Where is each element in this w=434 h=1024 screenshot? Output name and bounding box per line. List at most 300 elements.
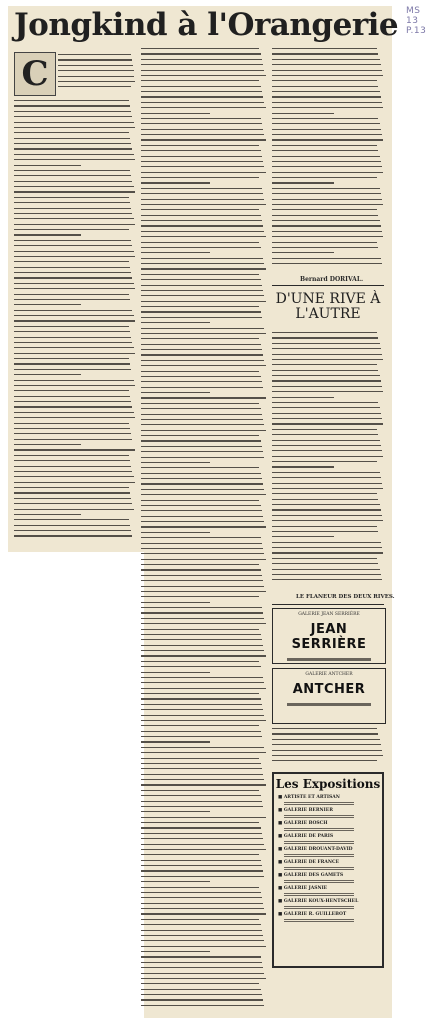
- text-line: [141, 182, 210, 183]
- second-article-heading: D'UNE RIVE À L'AUTRE: [275, 291, 381, 322]
- text-line: [141, 430, 266, 431]
- text-line: [141, 892, 261, 893]
- text-line: [272, 461, 377, 462]
- text-line: [14, 138, 130, 139]
- text-line: [272, 569, 380, 570]
- text-line: [14, 202, 130, 203]
- text-line: [14, 315, 134, 316]
- text-line: [272, 558, 377, 559]
- text-line: [272, 118, 378, 119]
- text-line: [284, 830, 354, 831]
- text-line: [272, 744, 381, 745]
- text-line: [272, 509, 381, 510]
- text-line: [141, 704, 262, 705]
- text-line: [272, 113, 334, 114]
- exposition-name: ■ GALERIE DROUANT-DAVID: [278, 847, 353, 852]
- exposition-item: [278, 860, 378, 870]
- clipping-cutout: [8, 552, 144, 1024]
- text-line: [272, 242, 377, 243]
- text-line: [272, 520, 383, 521]
- text-line: [141, 403, 259, 404]
- text-line: [141, 80, 259, 81]
- text-line: [14, 417, 135, 418]
- text-line: [141, 220, 262, 221]
- exposition-item: [278, 808, 378, 818]
- text-line: [272, 96, 381, 97]
- text-line: [272, 231, 382, 232]
- text-line: [141, 473, 261, 474]
- article-column-2: [141, 48, 267, 1016]
- text-line: [272, 252, 334, 253]
- text-line: [14, 100, 129, 101]
- text-line: [141, 231, 264, 232]
- text-line: [141, 758, 259, 759]
- text-line: [14, 423, 129, 424]
- exposition-item: [278, 795, 378, 805]
- text-line: [141, 107, 266, 108]
- text-line: [272, 225, 381, 226]
- text-line: [141, 580, 263, 581]
- text-line: [272, 107, 383, 108]
- text-line: [141, 258, 263, 259]
- text-line: [14, 347, 134, 348]
- text-line: [141, 838, 263, 839]
- text-line: [272, 440, 380, 441]
- text-line: [272, 402, 378, 403]
- text-line: [58, 54, 131, 55]
- text-line: [141, 161, 263, 162]
- text-line: [14, 353, 135, 354]
- text-line: [284, 856, 354, 857]
- text-line: [14, 428, 130, 429]
- text-line: [272, 450, 382, 451]
- text-line: [141, 70, 264, 71]
- text-line: [141, 301, 266, 302]
- text-line: [272, 397, 334, 398]
- text-line: [272, 145, 377, 146]
- text-line: [141, 139, 266, 140]
- ad-text-block: [272, 728, 384, 766]
- text-line: [14, 170, 130, 171]
- ad-subline: [287, 703, 371, 706]
- text-line: [272, 579, 382, 580]
- text-line: [14, 165, 81, 166]
- text-line: [272, 375, 380, 376]
- text-line: [141, 435, 259, 436]
- text-line: [14, 267, 130, 268]
- text-line: [272, 53, 378, 54]
- text-line: [14, 519, 129, 520]
- text-line: [284, 815, 354, 816]
- text-line: [14, 294, 129, 295]
- text-line: [141, 268, 266, 269]
- text-line: [141, 967, 263, 968]
- text-line: [14, 396, 130, 397]
- text-line: [58, 76, 134, 77]
- text-line: [14, 320, 135, 321]
- second-article-column: [272, 332, 384, 590]
- text-line: [272, 139, 383, 140]
- text-line: [14, 229, 129, 230]
- text-line: [141, 774, 263, 775]
- text-line: [14, 277, 132, 278]
- expositions-title: Les Expositions: [275, 777, 381, 791]
- text-line: [14, 439, 132, 440]
- text-line: [141, 881, 210, 882]
- text-line: [284, 854, 354, 855]
- text-line: [141, 930, 262, 931]
- text-line: [14, 369, 131, 370]
- text-line: [284, 841, 354, 842]
- text-line: [272, 70, 382, 71]
- text-line: [141, 575, 262, 576]
- text-line: [141, 113, 210, 114]
- text-line: [141, 693, 259, 694]
- text-line: [14, 224, 135, 225]
- text-line: [272, 493, 377, 494]
- text-line: [272, 86, 378, 87]
- text-line: [14, 525, 130, 526]
- text-line: [141, 489, 264, 490]
- text-line: [272, 434, 378, 435]
- text-line: [14, 234, 81, 235]
- text-line: [141, 328, 264, 329]
- text-line: [141, 500, 259, 501]
- exposition-name: ■ GALERIE DE FRANCE: [278, 860, 340, 865]
- text-line: [272, 64, 381, 65]
- text-line: [141, 935, 263, 936]
- text-line: [14, 509, 134, 510]
- text-line: [141, 806, 263, 807]
- text-line: [284, 921, 354, 922]
- text-line: [14, 401, 131, 402]
- text-line: [141, 96, 263, 97]
- text-line: [272, 204, 383, 205]
- text-line: [141, 263, 264, 264]
- text-line: [141, 849, 266, 850]
- text-line: [58, 70, 134, 71]
- text-line: [284, 802, 354, 803]
- text-line: [272, 348, 381, 349]
- text-line: [141, 725, 259, 726]
- text-line: [14, 466, 131, 467]
- text-line: [58, 65, 133, 66]
- text-line: [272, 760, 377, 761]
- text-line: [14, 105, 130, 106]
- text-line: [272, 472, 380, 473]
- text-line: [14, 471, 132, 472]
- text-line: [141, 543, 262, 544]
- text-line: [272, 215, 378, 216]
- text-line: [141, 156, 262, 157]
- text-line: [14, 111, 131, 112]
- text-line: [141, 612, 263, 613]
- text-line: [141, 494, 266, 495]
- text-line: [14, 175, 131, 176]
- text-line: [141, 752, 266, 753]
- expositions-box: [272, 772, 384, 968]
- text-line: [284, 828, 354, 829]
- text-line: [141, 897, 262, 898]
- exposition-item: [278, 834, 378, 844]
- text-line: [14, 288, 135, 289]
- drop-cap: C: [14, 52, 56, 96]
- exposition-name: ■ GALERIE BOSCH: [278, 821, 328, 826]
- text-line: [141, 887, 259, 888]
- divider: [272, 285, 384, 286]
- exposition-item: [278, 912, 378, 922]
- text-line: [141, 682, 264, 683]
- text-line: [141, 75, 266, 76]
- text-line: [141, 145, 259, 146]
- text-line: [14, 208, 131, 209]
- text-line: [14, 218, 134, 219]
- text-line: [272, 172, 383, 173]
- text-line: [141, 252, 210, 253]
- expositions-list: [274, 795, 382, 922]
- text-line: [141, 655, 266, 656]
- text-line: [141, 48, 259, 49]
- text-line: [272, 574, 381, 575]
- text-line: [272, 166, 382, 167]
- text-line: [272, 728, 377, 729]
- text-line: [272, 75, 383, 76]
- text-line: [272, 370, 378, 371]
- text-line: [141, 322, 210, 323]
- article-title: Jongkind à l'Orangerie: [14, 7, 399, 43]
- text-line: [141, 629, 259, 630]
- text-line: [141, 371, 259, 372]
- text-line: [141, 973, 264, 974]
- text-line: [141, 446, 262, 447]
- text-line: [141, 801, 262, 802]
- text-line: [272, 80, 377, 81]
- text-line: [272, 102, 382, 103]
- text-line: [141, 822, 259, 823]
- text-line: [141, 946, 266, 947]
- text-line: [272, 193, 381, 194]
- text-line: [272, 48, 377, 49]
- text-line: [272, 526, 377, 527]
- text-line: [14, 482, 135, 483]
- text-line: [14, 449, 135, 450]
- text-line: [14, 181, 132, 182]
- article-byline: Bernard DORIVAL.: [300, 276, 364, 283]
- text-line: [141, 387, 263, 388]
- text-line: [272, 209, 377, 210]
- exposition-item: [278, 847, 378, 857]
- text-line: [141, 763, 261, 764]
- text-line: [141, 510, 262, 511]
- text-line: [141, 919, 259, 920]
- text-line: [14, 337, 131, 338]
- text-line: [14, 514, 81, 515]
- text-line: [272, 515, 382, 516]
- divider: [272, 604, 384, 605]
- exposition-name: ■ GALERIE JASNIE: [278, 886, 328, 891]
- text-line: [14, 299, 130, 300]
- text-line: [141, 569, 261, 570]
- text-line: [272, 536, 334, 537]
- text-line: [141, 677, 263, 678]
- text-line: [141, 419, 263, 420]
- text-line: [141, 129, 263, 130]
- exposition-name: ■ GALERIE BERNIER: [278, 808, 333, 813]
- text-line: [141, 827, 261, 828]
- text-line: [141, 553, 264, 554]
- text-line: [141, 983, 259, 984]
- text-line: [284, 908, 354, 909]
- text-line: [14, 476, 134, 477]
- text-line: [141, 913, 266, 914]
- text-line: [14, 342, 132, 343]
- text-line: [272, 91, 380, 92]
- text-line: [272, 739, 380, 740]
- text-line: [14, 261, 129, 262]
- text-line: [141, 924, 261, 925]
- ad-name: JEAN SERRIÈRE: [291, 622, 367, 652]
- text-line: [141, 865, 262, 866]
- text-line: [284, 817, 354, 818]
- text-line: [141, 274, 259, 275]
- text-line: [272, 364, 377, 365]
- text-line: [272, 429, 377, 430]
- text-line: [272, 413, 381, 414]
- text-line: [141, 854, 259, 855]
- text-line: [141, 817, 266, 818]
- text-line: [141, 86, 261, 87]
- text-line: [141, 908, 264, 909]
- text-line: [14, 503, 132, 504]
- text-line: [141, 365, 266, 366]
- text-line: [14, 256, 135, 257]
- text-line: [141, 994, 262, 995]
- ad-header: GALERIE ANTCHER: [305, 672, 353, 677]
- text-line: [284, 906, 354, 907]
- text-line: [14, 358, 129, 359]
- text-line: [272, 380, 381, 381]
- text-line: [272, 418, 382, 419]
- text-line: [14, 444, 81, 445]
- text-line: [141, 623, 266, 624]
- text-line: [141, 591, 266, 592]
- text-line: [141, 768, 262, 769]
- text-line: [141, 236, 266, 237]
- text-line: [141, 91, 262, 92]
- text-line: [272, 504, 380, 505]
- text-line: [141, 483, 263, 484]
- text-line: [141, 688, 266, 689]
- text-line: [141, 392, 210, 393]
- text-line: [141, 172, 266, 173]
- text-line: [141, 860, 261, 861]
- text-line: [14, 331, 130, 332]
- text-line: [272, 161, 381, 162]
- text-line: [272, 456, 383, 457]
- pencil-annotation: MS 13 P.13: [406, 6, 427, 36]
- exposition-name: ■ ARTISTE ET ARTISAN: [278, 795, 340, 800]
- text-line: [141, 607, 262, 608]
- text-line: [141, 741, 210, 742]
- text-line: [272, 477, 381, 478]
- text-line: [272, 343, 380, 344]
- text-line: [141, 199, 264, 200]
- text-line: [272, 755, 383, 756]
- text-line: [141, 414, 262, 415]
- text-line: [284, 893, 354, 894]
- text-line: [141, 1005, 264, 1006]
- text-line: [141, 177, 259, 178]
- text-line: [14, 272, 131, 273]
- text-line: [14, 245, 132, 246]
- text-line: [141, 311, 261, 312]
- text-line: [58, 59, 132, 60]
- text-line: [14, 433, 131, 434]
- text-line: [284, 804, 354, 805]
- text-line: [14, 132, 129, 133]
- text-line: [14, 487, 129, 488]
- text-line: [272, 337, 378, 338]
- text-line: [284, 867, 354, 868]
- text-line: [141, 645, 263, 646]
- ad-subline: [287, 658, 371, 661]
- text-line: [141, 64, 263, 65]
- text-line: [141, 53, 261, 54]
- text-line: [14, 310, 132, 311]
- text-line: [272, 123, 380, 124]
- text-line: [141, 833, 262, 834]
- text-line: [141, 876, 264, 877]
- exposition-name: ■ GALERIE DES GAMETS: [278, 873, 344, 878]
- text-line: [141, 457, 264, 458]
- text-line: [141, 521, 264, 522]
- exposition-name: ■ GALERIE KOUX-HENTSCHEL: [278, 899, 359, 904]
- text-line: [14, 127, 135, 128]
- text-line: [284, 880, 354, 881]
- text-line: [141, 903, 263, 904]
- text-line: [141, 242, 259, 243]
- text-line: [141, 279, 261, 280]
- text-line: [141, 516, 263, 517]
- text-line: [272, 359, 383, 360]
- text-line: [58, 81, 135, 82]
- text-line: [14, 385, 135, 386]
- ad-serriere: [272, 608, 386, 664]
- text-line: [14, 148, 132, 149]
- exposition-name: ■ GALERIE DE PARIS: [278, 834, 334, 839]
- article-column-1-top: [58, 54, 136, 96]
- text-line: [284, 869, 354, 870]
- text-line: [14, 122, 134, 123]
- text-line: [141, 672, 210, 673]
- text-line: [141, 634, 261, 635]
- text-line: [141, 188, 262, 189]
- text-line: [141, 720, 266, 721]
- text-line: [141, 381, 262, 382]
- text-line: [272, 733, 378, 734]
- text-line: [272, 263, 382, 264]
- text-line: [284, 895, 354, 896]
- text-line: [284, 919, 354, 920]
- text-line: [141, 795, 261, 796]
- text-line: [14, 154, 134, 155]
- text-line: [14, 116, 132, 117]
- text-line: [141, 602, 210, 603]
- text-line: [141, 209, 259, 210]
- text-line: [141, 532, 210, 533]
- text-line: [141, 344, 261, 345]
- text-line: [141, 505, 261, 506]
